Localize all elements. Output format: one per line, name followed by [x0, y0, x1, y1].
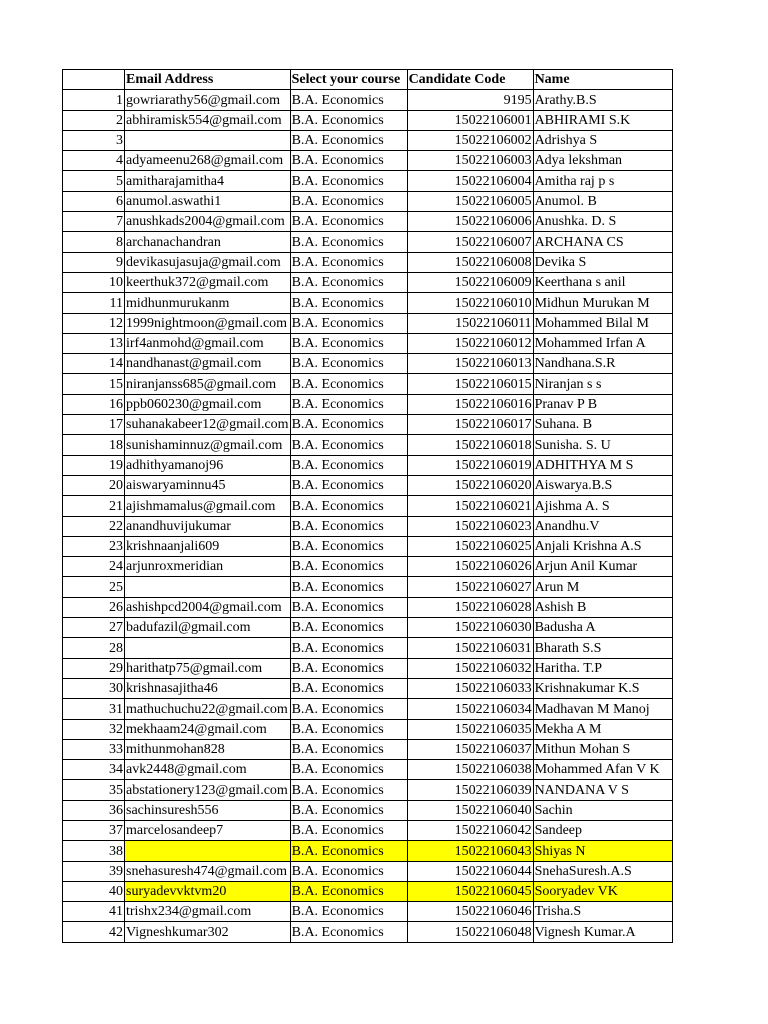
table-row — [63, 313, 673, 333]
cell-candidate-code[interactable]: 15022106048 — [407, 922, 533, 942]
cell-email-address[interactable]: abstationery123@gmail.com — [125, 780, 291, 800]
cell-serial-number[interactable]: 5 — [63, 171, 125, 191]
cell-email-address[interactable]: snehasuresh474@gmail.com — [125, 861, 291, 881]
cell-email-address[interactable]: suryadevvktvm20 — [125, 881, 291, 901]
cell-course[interactable]: B.A. Economics — [290, 699, 407, 719]
cell-email-address[interactable]: mekhaam24@gmail.com — [125, 719, 291, 739]
table-row — [63, 191, 673, 211]
cell-candidate-code[interactable]: 15022106003 — [407, 151, 533, 171]
cell-name[interactable]: Mohammed Irfan A — [533, 333, 672, 353]
table-row — [63, 760, 673, 780]
cell-candidate-code[interactable]: 15022106034 — [407, 699, 533, 719]
cell-name[interactable]: Arathy.B.S — [533, 90, 672, 110]
cell-candidate-code[interactable]: 15022106021 — [407, 496, 533, 516]
cell-course[interactable]: B.A. Economics — [290, 475, 407, 495]
cell-email-address[interactable]: keerthuk372@gmail.com — [125, 272, 291, 292]
cell-serial-number[interactable]: 37 — [63, 820, 125, 840]
cell-serial-number[interactable]: 32 — [63, 719, 125, 739]
table-row — [63, 151, 673, 171]
table-row — [63, 638, 673, 658]
header-candidate-code[interactable]: Candidate Code — [407, 70, 533, 90]
cell-course[interactable]: B.A. Economics — [290, 902, 407, 922]
cell-name[interactable]: Anandhu.V — [533, 516, 672, 536]
cell-name[interactable]: Sunisha. S. U — [533, 435, 672, 455]
cell-candidate-code[interactable]: 15022106042 — [407, 820, 533, 840]
cell-course[interactable]: B.A. Economics — [290, 110, 407, 130]
table-row — [63, 394, 673, 414]
cell-email-address[interactable]: badufazil@gmail.com — [125, 618, 291, 638]
cell-course[interactable]: B.A. Economics — [290, 171, 407, 191]
cell-candidate-code[interactable]: 15022106038 — [407, 760, 533, 780]
cell-candidate-code[interactable]: 15022106035 — [407, 719, 533, 739]
cell-email-address[interactable]: sunishaminnuz@gmail.com — [125, 435, 291, 455]
header-row — [63, 70, 673, 90]
cell-course[interactable]: B.A. Economics — [290, 577, 407, 597]
cell-serial-number[interactable]: 30 — [63, 678, 125, 698]
cell-serial-number[interactable]: 6 — [63, 191, 125, 211]
cell-name[interactable]: ADHITHYA M S — [533, 455, 672, 475]
cell-email-address[interactable]: archanachandran — [125, 232, 291, 252]
table-row — [63, 171, 673, 191]
cell-course[interactable]: B.A. Economics — [290, 719, 407, 739]
cell-name[interactable]: Trisha.S — [533, 902, 672, 922]
cell-course[interactable]: B.A. Economics — [290, 232, 407, 252]
cell-candidate-code[interactable]: 15022106004 — [407, 171, 533, 191]
cell-serial-number[interactable]: 34 — [63, 760, 125, 780]
cell-email-address[interactable]: anumol.aswathi1 — [125, 191, 291, 211]
cell-serial-number[interactable]: 40 — [63, 881, 125, 901]
cell-name[interactable]: Anjali Krishna A.S — [533, 536, 672, 556]
table-row — [63, 272, 673, 292]
cell-candidate-code[interactable]: 15022106010 — [407, 293, 533, 313]
cell-course[interactable]: B.A. Economics — [290, 597, 407, 617]
table-row — [63, 739, 673, 759]
cell-candidate-code[interactable]: 15022106026 — [407, 557, 533, 577]
cell-email-address[interactable]: aiswaryaminnu45 — [125, 475, 291, 495]
cell-course[interactable]: B.A. Economics — [290, 313, 407, 333]
cell-course[interactable]: B.A. Economics — [290, 881, 407, 901]
cell-email-address[interactable]: adhithyamanoj96 — [125, 455, 291, 475]
table-row — [63, 618, 673, 638]
table-row — [63, 354, 673, 374]
cell-name[interactable]: Keerthana s anil — [533, 272, 672, 292]
cell-email-address[interactable]: avk2448@gmail.com — [125, 760, 291, 780]
cell-course[interactable]: B.A. Economics — [290, 922, 407, 942]
cell-email-address[interactable]: adyameenu268@gmail.com — [125, 151, 291, 171]
cell-email-address[interactable]: krishnaanjali609 — [125, 536, 291, 556]
cell-candidate-code[interactable]: 15022106001 — [407, 110, 533, 130]
cell-name[interactable]: Sooryadev VK — [533, 881, 672, 901]
table-row — [63, 658, 673, 678]
cell-name[interactable]: Vignesh Kumar.A — [533, 922, 672, 942]
cell-candidate-code[interactable]: 15022106025 — [407, 536, 533, 556]
cell-name[interactable]: Mithun Mohan S — [533, 739, 672, 759]
cell-name[interactable]: SnehaSuresh.A.S — [533, 861, 672, 881]
cell-name[interactable]: Badusha A — [533, 618, 672, 638]
cell-candidate-code[interactable]: 15022106040 — [407, 800, 533, 820]
cell-candidate-code[interactable]: 15022106018 — [407, 435, 533, 455]
table-row — [63, 678, 673, 698]
cell-serial-number[interactable]: 27 — [63, 618, 125, 638]
table-row — [63, 881, 673, 901]
cell-candidate-code[interactable]: 15022106031 — [407, 638, 533, 658]
cell-candidate-code[interactable]: 15022106044 — [407, 861, 533, 881]
cell-email-address[interactable]: 1999nightmoon@gmail.com — [125, 313, 291, 333]
cell-serial-number[interactable]: 18 — [63, 435, 125, 455]
cell-candidate-code[interactable]: 15022106045 — [407, 881, 533, 901]
cell-name[interactable]: Anumol. B — [533, 191, 672, 211]
table-row — [63, 415, 673, 435]
cell-candidate-code[interactable]: 15022106033 — [407, 678, 533, 698]
cell-serial-number[interactable]: 21 — [63, 496, 125, 516]
cell-candidate-code[interactable]: 15022106016 — [407, 394, 533, 414]
table-row — [63, 130, 673, 150]
table-row — [63, 475, 673, 495]
cell-email-address[interactable] — [125, 577, 291, 597]
table-row — [63, 577, 673, 597]
table-row — [63, 293, 673, 313]
cell-name[interactable]: NANDANA V S — [533, 780, 672, 800]
table-row — [63, 333, 673, 353]
cell-serial-number[interactable]: 22 — [63, 516, 125, 536]
cell-candidate-code[interactable]: 15022106039 — [407, 780, 533, 800]
cell-serial-number[interactable]: 15 — [63, 374, 125, 394]
cell-name[interactable]: Midhun Murukan M — [533, 293, 672, 313]
cell-serial-number[interactable]: 25 — [63, 577, 125, 597]
cell-serial-number[interactable]: 4 — [63, 151, 125, 171]
table-row — [63, 557, 673, 577]
cell-course[interactable]: B.A. Economics — [290, 394, 407, 414]
cell-candidate-code[interactable]: 9195 — [407, 90, 533, 110]
cell-email-address[interactable]: devikasujasuja@gmail.com — [125, 252, 291, 272]
header-email-address[interactable]: Email Address — [125, 70, 291, 90]
cell-course[interactable]: B.A. Economics — [290, 516, 407, 536]
cell-serial-number[interactable]: 42 — [63, 922, 125, 942]
table-row — [63, 820, 673, 840]
cell-name[interactable]: Arjun Anil Kumar — [533, 557, 672, 577]
cell-candidate-code[interactable]: 15022106037 — [407, 739, 533, 759]
cell-serial-number[interactable]: 26 — [63, 597, 125, 617]
table-body — [63, 90, 673, 942]
cell-serial-number[interactable]: 13 — [63, 333, 125, 353]
candidate-table — [62, 69, 673, 943]
table-row — [63, 902, 673, 922]
cell-email-address[interactable]: gowriarathy56@gmail.com — [125, 90, 291, 110]
cell-serial-number[interactable]: 11 — [63, 293, 125, 313]
cell-name[interactable]: Ajishma A. S — [533, 496, 672, 516]
cell-email-address[interactable]: amitharajamitha4 — [125, 171, 291, 191]
cell-name[interactable]: Suhana. B — [533, 415, 672, 435]
header-course[interactable]: Select your course — [290, 70, 407, 90]
cell-candidate-code[interactable]: 15022106015 — [407, 374, 533, 394]
table-row — [63, 841, 673, 861]
header-name[interactable]: Name — [533, 70, 672, 90]
cell-email-address[interactable]: niranjanss685@gmail.com — [125, 374, 291, 394]
cell-course[interactable]: B.A. Economics — [290, 658, 407, 678]
cell-name[interactable]: Shiyas N — [533, 841, 672, 861]
cell-course[interactable]: B.A. Economics — [290, 618, 407, 638]
cell-email-address[interactable]: nandhanast@gmail.com — [125, 354, 291, 374]
cell-email-address[interactable]: anushkads2004@gmail.com — [125, 212, 291, 232]
cell-serial-number[interactable]: 12 — [63, 313, 125, 333]
cell-course[interactable]: B.A. Economics — [290, 354, 407, 374]
cell-serial-number[interactable]: 24 — [63, 557, 125, 577]
cell-name[interactable]: Adya lekshman — [533, 151, 672, 171]
cell-course[interactable]: B.A. Economics — [290, 841, 407, 861]
cell-course[interactable]: B.A. Economics — [290, 739, 407, 759]
cell-email-address[interactable]: suhanakabeer12@gmail.com — [125, 415, 291, 435]
cell-candidate-code[interactable]: 15022106046 — [407, 902, 533, 922]
cell-name[interactable]: Sachin — [533, 800, 672, 820]
cell-candidate-code[interactable]: 15022106006 — [407, 212, 533, 232]
table-row — [63, 780, 673, 800]
cell-candidate-code[interactable]: 15022106027 — [407, 577, 533, 597]
cell-email-address[interactable]: arjunroxmeridian — [125, 557, 291, 577]
cell-name[interactable]: Mekha A M — [533, 719, 672, 739]
cell-name[interactable]: Mohammed Bilal M — [533, 313, 672, 333]
cell-name[interactable]: ARCHANA CS — [533, 232, 672, 252]
cell-candidate-code[interactable]: 15022106032 — [407, 658, 533, 678]
cell-course[interactable]: B.A. Economics — [290, 455, 407, 475]
cell-course[interactable]: B.A. Economics — [290, 557, 407, 577]
cell-name[interactable]: Amitha raj p s — [533, 171, 672, 191]
cell-candidate-code[interactable]: 15022106043 — [407, 841, 533, 861]
cell-candidate-code[interactable]: 15022106017 — [407, 415, 533, 435]
table-row — [63, 496, 673, 516]
cell-serial-number[interactable]: 38 — [63, 841, 125, 861]
cell-course[interactable]: B.A. Economics — [290, 212, 407, 232]
cell-email-address[interactable]: harithatp75@gmail.com — [125, 658, 291, 678]
table-row — [63, 110, 673, 130]
cell-candidate-code[interactable]: 15022106020 — [407, 475, 533, 495]
cell-course[interactable]: B.A. Economics — [290, 252, 407, 272]
cell-serial-number[interactable]: 29 — [63, 658, 125, 678]
cell-email-address[interactable]: anandhuvijukumar — [125, 516, 291, 536]
cell-name[interactable]: Haritha. T.P — [533, 658, 672, 678]
cell-email-address[interactable]: midhunmurukanm — [125, 293, 291, 313]
cell-course[interactable]: B.A. Economics — [290, 191, 407, 211]
cell-course[interactable]: B.A. Economics — [290, 130, 407, 150]
cell-course[interactable]: B.A. Economics — [290, 374, 407, 394]
table-row — [63, 719, 673, 739]
cell-course[interactable]: B.A. Economics — [290, 293, 407, 313]
cell-email-address[interactable]: sachinsuresh556 — [125, 800, 291, 820]
cell-course[interactable]: B.A. Economics — [290, 780, 407, 800]
cell-candidate-code[interactable]: 15022106005 — [407, 191, 533, 211]
cell-email-address[interactable]: irf4anmohd@gmail.com — [125, 333, 291, 353]
cell-name[interactable]: Arun M — [533, 577, 672, 597]
cell-email-address[interactable]: ajishmamalus@gmail.com — [125, 496, 291, 516]
cell-course[interactable]: B.A. Economics — [290, 333, 407, 353]
cell-serial-number[interactable]: 3 — [63, 130, 125, 150]
cell-candidate-code[interactable]: 15022106012 — [407, 333, 533, 353]
cell-name[interactable]: Bharath S.S — [533, 638, 672, 658]
cell-email-address[interactable]: mithunmohan828 — [125, 739, 291, 759]
table-row — [63, 699, 673, 719]
cell-candidate-code[interactable]: 15022106030 — [407, 618, 533, 638]
table-row — [63, 252, 673, 272]
cell-course[interactable]: B.A. Economics — [290, 678, 407, 698]
cell-candidate-code[interactable]: 15022106007 — [407, 232, 533, 252]
table-row — [63, 861, 673, 881]
cell-serial-number[interactable]: 39 — [63, 861, 125, 881]
cell-name[interactable]: Aiswarya.B.S — [533, 475, 672, 495]
table-row — [63, 212, 673, 232]
cell-email-address[interactable]: abhiramisk554@gmail.com — [125, 110, 291, 130]
cell-name[interactable]: Ashish B — [533, 597, 672, 617]
cell-course[interactable]: B.A. Economics — [290, 435, 407, 455]
header-serial-number[interactable] — [63, 70, 125, 90]
cell-serial-number[interactable]: 17 — [63, 415, 125, 435]
cell-name[interactable]: Sandeep — [533, 820, 672, 840]
cell-candidate-code[interactable]: 15022106028 — [407, 597, 533, 617]
cell-serial-number[interactable]: 16 — [63, 394, 125, 414]
cell-name[interactable]: Niranjan s s — [533, 374, 672, 394]
cell-serial-number[interactable]: 31 — [63, 699, 125, 719]
cell-serial-number[interactable]: 20 — [63, 475, 125, 495]
cell-name[interactable]: ABHIRAMI S.K — [533, 110, 672, 130]
cell-course[interactable]: B.A. Economics — [290, 90, 407, 110]
cell-course[interactable]: B.A. Economics — [290, 638, 407, 658]
cell-serial-number[interactable]: 1 — [63, 90, 125, 110]
cell-email-address[interactable] — [125, 638, 291, 658]
cell-course[interactable]: B.A. Economics — [290, 820, 407, 840]
cell-course[interactable]: B.A. Economics — [290, 272, 407, 292]
cell-serial-number[interactable]: 23 — [63, 536, 125, 556]
cell-serial-number[interactable]: 28 — [63, 638, 125, 658]
cell-email-address[interactable]: ppb060230@gmail.com — [125, 394, 291, 414]
cell-candidate-code[interactable]: 15022106002 — [407, 130, 533, 150]
cell-serial-number[interactable]: 2 — [63, 110, 125, 130]
cell-course[interactable]: B.A. Economics — [290, 536, 407, 556]
cell-candidate-code[interactable]: 15022106011 — [407, 313, 533, 333]
cell-email-address[interactable]: mathuchuchu22@gmail.com — [125, 699, 291, 719]
table-row — [63, 435, 673, 455]
table-row — [63, 232, 673, 252]
cell-serial-number[interactable]: 14 — [63, 354, 125, 374]
cell-email-address[interactable]: Vigneshkumar302 — [125, 922, 291, 942]
cell-serial-number[interactable]: 7 — [63, 212, 125, 232]
cell-course[interactable]: B.A. Economics — [290, 760, 407, 780]
cell-email-address[interactable] — [125, 130, 291, 150]
cell-course[interactable]: B.A. Economics — [290, 496, 407, 516]
table-row — [63, 374, 673, 394]
cell-candidate-code[interactable]: 15022106008 — [407, 252, 533, 272]
cell-email-address[interactable]: trishx234@gmail.com — [125, 902, 291, 922]
cell-name[interactable]: Mohammed Afan V K — [533, 760, 672, 780]
cell-candidate-code[interactable]: 15022106019 — [407, 455, 533, 475]
cell-email-address[interactable]: marcelosandeep7 — [125, 820, 291, 840]
table-row — [63, 922, 673, 942]
cell-serial-number[interactable]: 36 — [63, 800, 125, 820]
table-row — [63, 800, 673, 820]
cell-serial-number[interactable]: 19 — [63, 455, 125, 475]
table-row — [63, 536, 673, 556]
cell-candidate-code[interactable]: 15022106023 — [407, 516, 533, 536]
cell-candidate-code[interactable]: 15022106009 — [407, 272, 533, 292]
cell-name[interactable]: Adrishya S — [533, 130, 672, 150]
cell-serial-number[interactable]: 9 — [63, 252, 125, 272]
cell-course[interactable]: B.A. Economics — [290, 415, 407, 435]
cell-candidate-code[interactable]: 15022106013 — [407, 354, 533, 374]
cell-name[interactable]: Krishnakumar K.S — [533, 678, 672, 698]
cell-serial-number[interactable]: 41 — [63, 902, 125, 922]
cell-email-address[interactable] — [125, 841, 291, 861]
table-row — [63, 455, 673, 475]
cell-serial-number[interactable]: 33 — [63, 739, 125, 759]
cell-name[interactable]: Nandhana.S.R — [533, 354, 672, 374]
cell-course[interactable]: B.A. Economics — [290, 800, 407, 820]
table-row — [63, 516, 673, 536]
cell-email-address[interactable]: ashishpcd2004@gmail.com — [125, 597, 291, 617]
cell-course[interactable]: B.A. Economics — [290, 861, 407, 881]
cell-name[interactable]: Devika S — [533, 252, 672, 272]
cell-name[interactable]: Madhavan M Manoj — [533, 699, 672, 719]
cell-serial-number[interactable]: 35 — [63, 780, 125, 800]
cell-serial-number[interactable]: 8 — [63, 232, 125, 252]
cell-serial-number[interactable]: 10 — [63, 272, 125, 292]
cell-name[interactable]: Pranav P B — [533, 394, 672, 414]
cell-name[interactable]: Anushka. D. S — [533, 212, 672, 232]
cell-email-address[interactable]: krishnasajitha46 — [125, 678, 291, 698]
table-row — [63, 90, 673, 110]
table-row — [63, 597, 673, 617]
cell-course[interactable]: B.A. Economics — [290, 151, 407, 171]
